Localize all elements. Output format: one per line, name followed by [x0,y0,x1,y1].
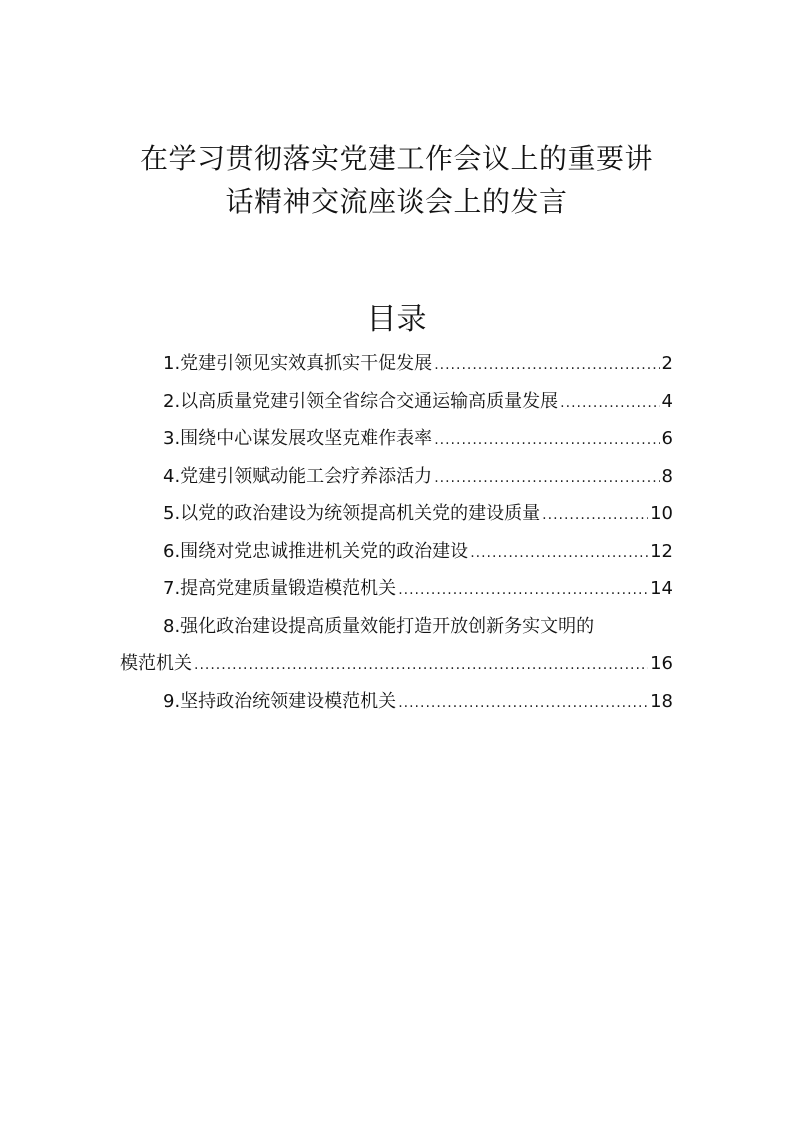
toc-entry-label: 5.以党的政治建设为统领提高机关党的建设质量 [163,503,541,524]
toc-entry-label-continued: 模范机关 [120,653,192,674]
toc-entry-label: 1.党建引领见实效真抓实干促发展 [163,353,433,374]
toc-heading: 目录 [366,302,427,337]
toc-entry-page: 16 [650,653,673,674]
toc-entry-label: 7.提高党建质量锻造模范机关 [163,578,397,599]
toc-entry-1[interactable] [120,345,673,383]
title-line-2: 话精神交流座谈会上的发言 [225,185,568,218]
toc-entry-9[interactable] [120,683,673,721]
toc-entry-label: 9.坚持政治统领建设模范机关 [163,690,397,712]
toc-entry-7[interactable] [120,570,673,608]
toc-leader-dots [434,460,659,498]
toc-entry-label: 2.以高质量党建引领全省综合交通运输高质量发展 [163,390,559,412]
toc-leader-dots [194,647,648,685]
toc-leader-dots [470,535,648,573]
toc-entry-page: 2 [661,353,673,374]
table-of-contents [120,345,673,720]
document-title [100,137,693,223]
toc-entry-5[interactable] [120,495,673,533]
toc-leader-dots [398,572,648,610]
toc-leader-dots [398,685,648,723]
toc-leader-dots [434,422,659,460]
toc-entry-page: 8 [661,465,673,487]
toc-entry-label: 3.围绕中心谋发展攻坚克难作表率 [163,428,433,449]
toc-leader-dots [434,347,659,385]
toc-leader-dots [542,497,648,535]
toc-entry-page: 18 [650,690,673,712]
toc-entry-8-line-2[interactable] [120,645,673,683]
toc-leader-dots [560,385,659,423]
toc-entry-label: 6.围绕对党忠诚推进机关党的政治建设 [163,540,469,562]
toc-entry-2[interactable] [120,383,673,421]
toc-entry-page: 6 [661,428,673,449]
toc-entry-label: 4.党建引领赋动能工会疗养添活力 [163,465,433,487]
toc-entry-page: 10 [650,503,673,524]
toc-entry-label: 8.强化政治建设提高质量效能打造开放创新务实文明的 [163,615,595,637]
toc-entry-page: 12 [650,540,673,562]
title-line-1: 在学习贯彻落实党建工作会议上的重要讲 [139,142,653,175]
toc-entry-page: 4 [661,390,673,412]
toc-entry-8-line-1[interactable] [120,608,673,646]
toc-entry-4[interactable] [120,458,673,496]
toc-entry-6[interactable] [120,533,673,571]
toc-entry-page: 14 [650,578,673,599]
toc-entry-3[interactable] [120,420,673,458]
